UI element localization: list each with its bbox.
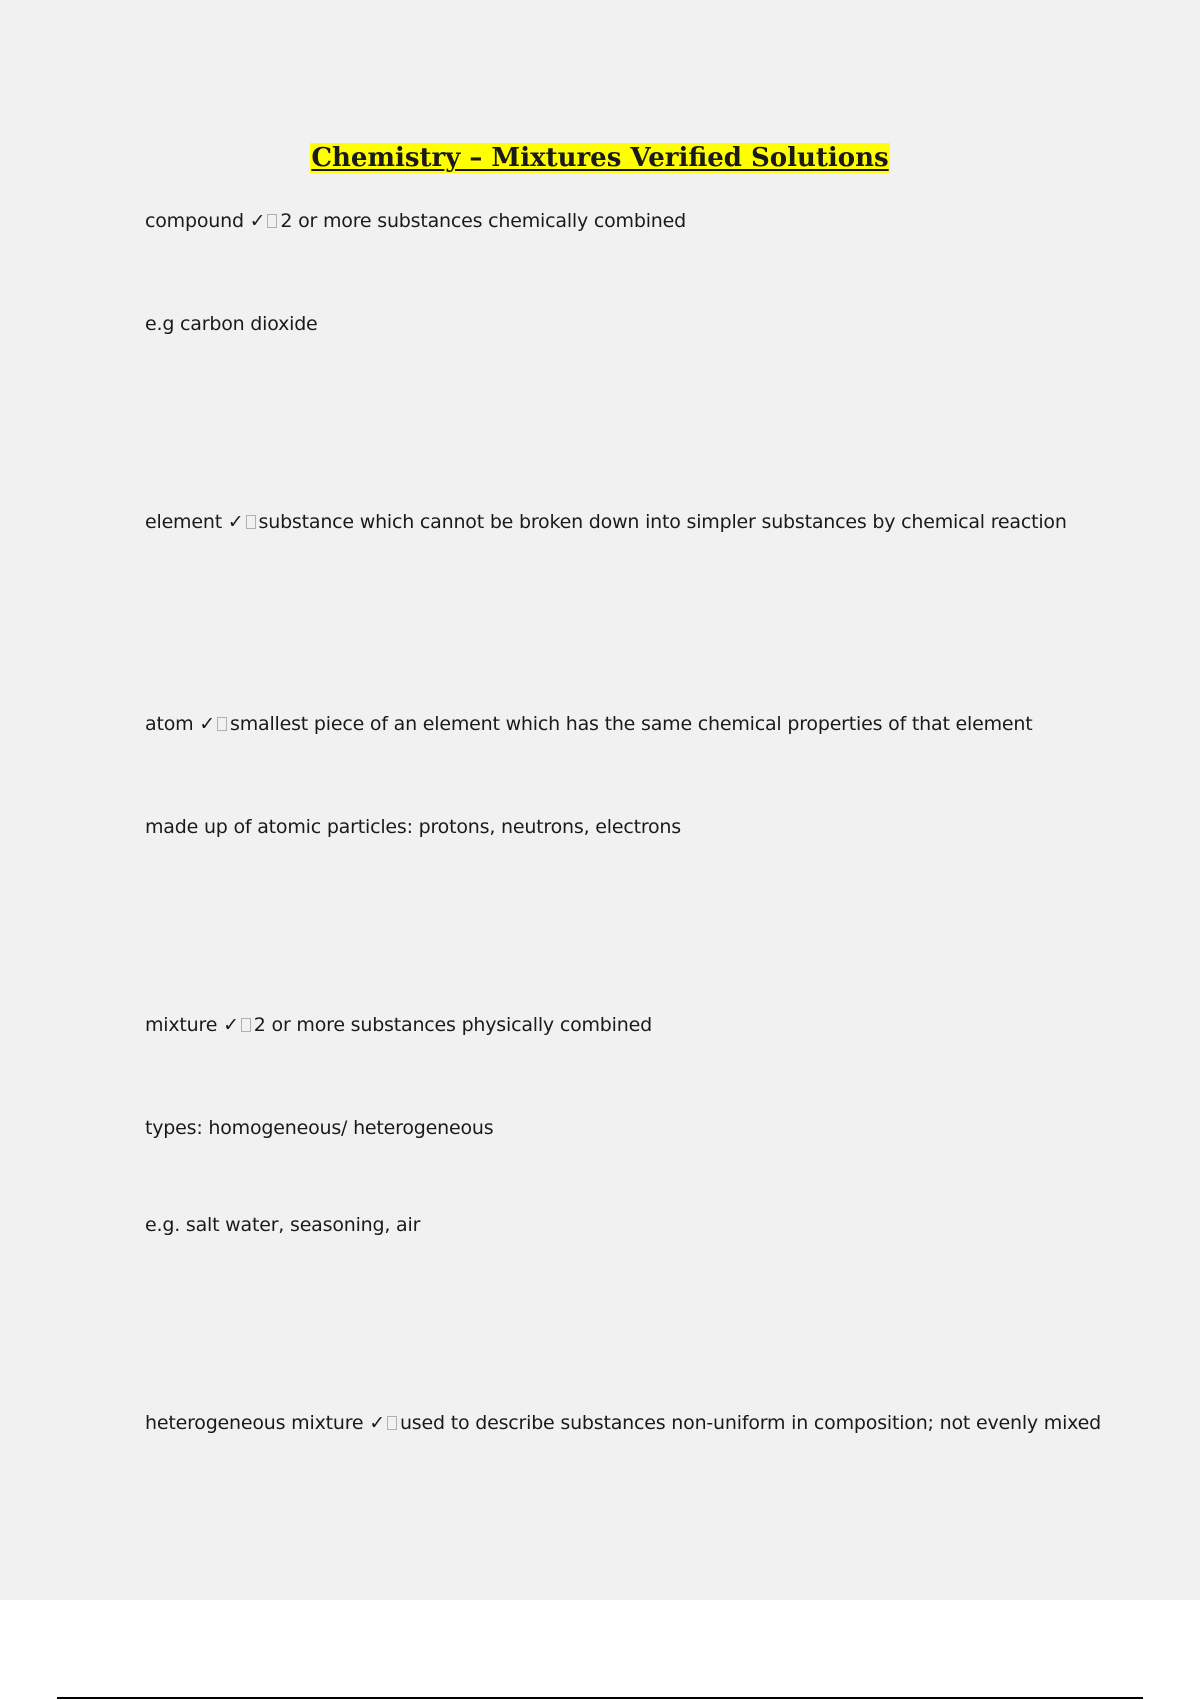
definition-text: 2 or more substances chemically combined (280, 210, 686, 232)
footer-divider (57, 1697, 1143, 1699)
term-label: mixture (145, 1014, 218, 1036)
checkmark-icon: ✓ (223, 1014, 239, 1036)
document-title-text: Chemistry – Mixtures Verified Solutions (311, 143, 889, 173)
entry-note (145, 1115, 493, 1141)
document-title (0, 141, 1200, 175)
entry-element (145, 509, 1067, 535)
term-label: atom (145, 713, 194, 735)
box-glyph-icon (217, 717, 227, 731)
box-glyph-icon (387, 1416, 397, 1430)
term-label: heterogeneous mixture (145, 1412, 364, 1434)
checkmark-icon: ✓ (369, 1412, 385, 1434)
definition-text: smallest piece of an element which has the same chemical properties of that element (230, 713, 1033, 735)
checkmark-icon: ✓ (249, 210, 266, 232)
entry-heterogeneous-mixture (145, 1410, 1101, 1436)
definition-text: 2 or more substances physically combined (253, 1014, 652, 1036)
box-glyph-icon (246, 515, 256, 529)
entry-atom (145, 711, 1032, 737)
entry-note (145, 1212, 420, 1238)
note-text: types: homogeneous/ heterogeneous (145, 1117, 494, 1139)
note-text: e.g carbon dioxide (145, 313, 318, 335)
box-glyph-icon (241, 1018, 251, 1032)
entry-mixture (145, 1012, 652, 1038)
term-label: element (145, 511, 222, 533)
entry-note (145, 814, 681, 840)
note-text: made up of atomic particles: protons, neutrons, electrons (145, 816, 681, 838)
note-text: e.g. salt water, seasoning, air (145, 1214, 421, 1236)
definition-text: substance which cannot be broken down into simpler substances by chemical reaction (258, 511, 1067, 533)
entry-compound (145, 208, 686, 234)
entry-note (145, 311, 318, 337)
box-glyph-icon (267, 214, 277, 228)
definition-text: used to describe substances non-uniform in composition; not evenly mixed (399, 1412, 1101, 1434)
term-label: compound (145, 210, 244, 232)
checkmark-icon: ✓ (227, 511, 244, 533)
checkmark-icon: ✓ (199, 713, 216, 735)
